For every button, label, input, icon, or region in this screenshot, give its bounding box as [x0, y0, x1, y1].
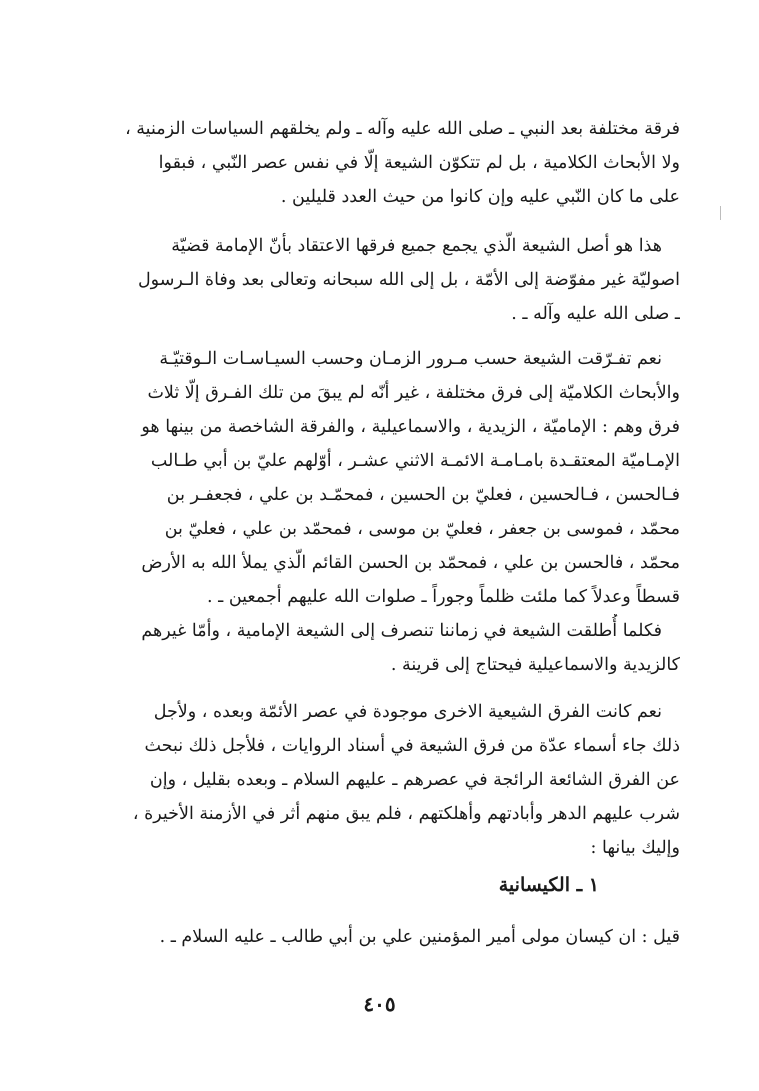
- paragraph-3: [72, 342, 680, 614]
- text-line: شرب عليهم الدهر وأبادتهم وأهلكتهم ، فلم يبق منهم أثر في الأزمنة الأخيرة ،: [132, 804, 680, 824]
- text-line: محمّد ، فالحسن بن علي ، فمحمّد بن الحسن القائم الّذي يملأ الله به الأرض: [141, 553, 680, 573]
- text-line: عن الفرق الشائعة الرائجة في عصرهم ـ عليهم السلام ـ وبعده بقليل ، وإن: [149, 770, 680, 790]
- text-line: فرق وهم : الإماميّة ، الزيدية ، والاسماعيلية ، والفرقة الشاخصة من بينها هو: [141, 417, 680, 437]
- paragraph-6: [72, 920, 680, 954]
- paragraph-4: [72, 614, 680, 682]
- text-line: فـالحسن ، فـالحسين ، فعليّ بن الحسين ، فمحمّـد بن علي ، فجعفـر بن: [166, 485, 680, 505]
- paragraph-1: [72, 112, 680, 214]
- text-line: ـ صلى الله عليه وآله ـ .: [511, 304, 680, 324]
- paragraph-2: [72, 229, 680, 331]
- margin-mark: [720, 206, 721, 220]
- text-line: فرقة مختلفة بعد النبي ـ صلى الله عليه وآله ـ ولم يخلقهم السياسات الزمنية ،: [125, 119, 680, 139]
- text-line: والأبحاث الكلاميّة إلى فرق مختلفة ، غير أنّه لم يبقَ من تلك الفـرق إلّا ثلاث: [147, 383, 680, 403]
- text-line: هذا هو أصل الشيعة الّذي يجمع جميع فرقها الاعتقاد بأنّ الإمامة قضيّة: [171, 236, 662, 256]
- text-line: وإليك بيانها :: [590, 838, 680, 858]
- text-line: نعم تفـرّقت الشيعة حسب مـرور الزمـان وحسب السيـاسـات الـوقتيّـة: [159, 349, 662, 369]
- text-line: محمّد ، فموسى بن جعفر ، فعليّ بن موسى ، فمحمّد بن علي ، فعليّ بن: [164, 519, 680, 539]
- text-line: اصوليّة غير مفوّضة إلى الأمّة ، بل إلى الله سبحانه وتعالى بعد وفاة الـرسول: [137, 270, 680, 290]
- section-heading: ١ ـ الكيسانية: [498, 874, 599, 896]
- text-line: على ما كان النّبي عليه وإن كانوا من حيث العدد قليلين .: [280, 187, 680, 207]
- text-line: قسطاً وعدلاً كما ملئت ظلماً وجوراً ـ صلوات الله عليهم أجمعين ـ .: [207, 587, 680, 607]
- text-line: فكلما أُطلقت الشيعة في زماننا تنصرف إلى الشيعة الإمامية ، وأمّا غيرهم: [141, 621, 662, 641]
- text-line: ذلك جاء أسماء عدّة من فرق الشيعة في أسناد الروايات ، فلأجل ذلك نبحث: [144, 736, 680, 756]
- paragraph-5: [72, 695, 680, 865]
- text-line: ولا الأبحاث الكلامية ، بل لم تتكوّن الشيعة إلّا في نفس عصر النّبي ، فبقوا: [158, 153, 680, 173]
- text-line: كالزيدية والاسماعيلية فيحتاج إلى قرينة .: [390, 655, 680, 675]
- text-line: الإمـاميّة المعتقـدة بامـامـة الائمـة الاثني عشـر ، أوّلهم عليّ بن أبي طـالب: [150, 451, 680, 471]
- page-number: ٤٠٥: [363, 992, 396, 1016]
- text-line: نعم كانت الفرق الشيعية الاخرى موجودة في عصر الأئمّة وبعده ، ولأجل: [153, 702, 662, 722]
- text-line: قيل : ان كيسان مولى أمير المؤمنين علي بن أبي طالب ـ عليه السلام ـ .: [159, 927, 680, 947]
